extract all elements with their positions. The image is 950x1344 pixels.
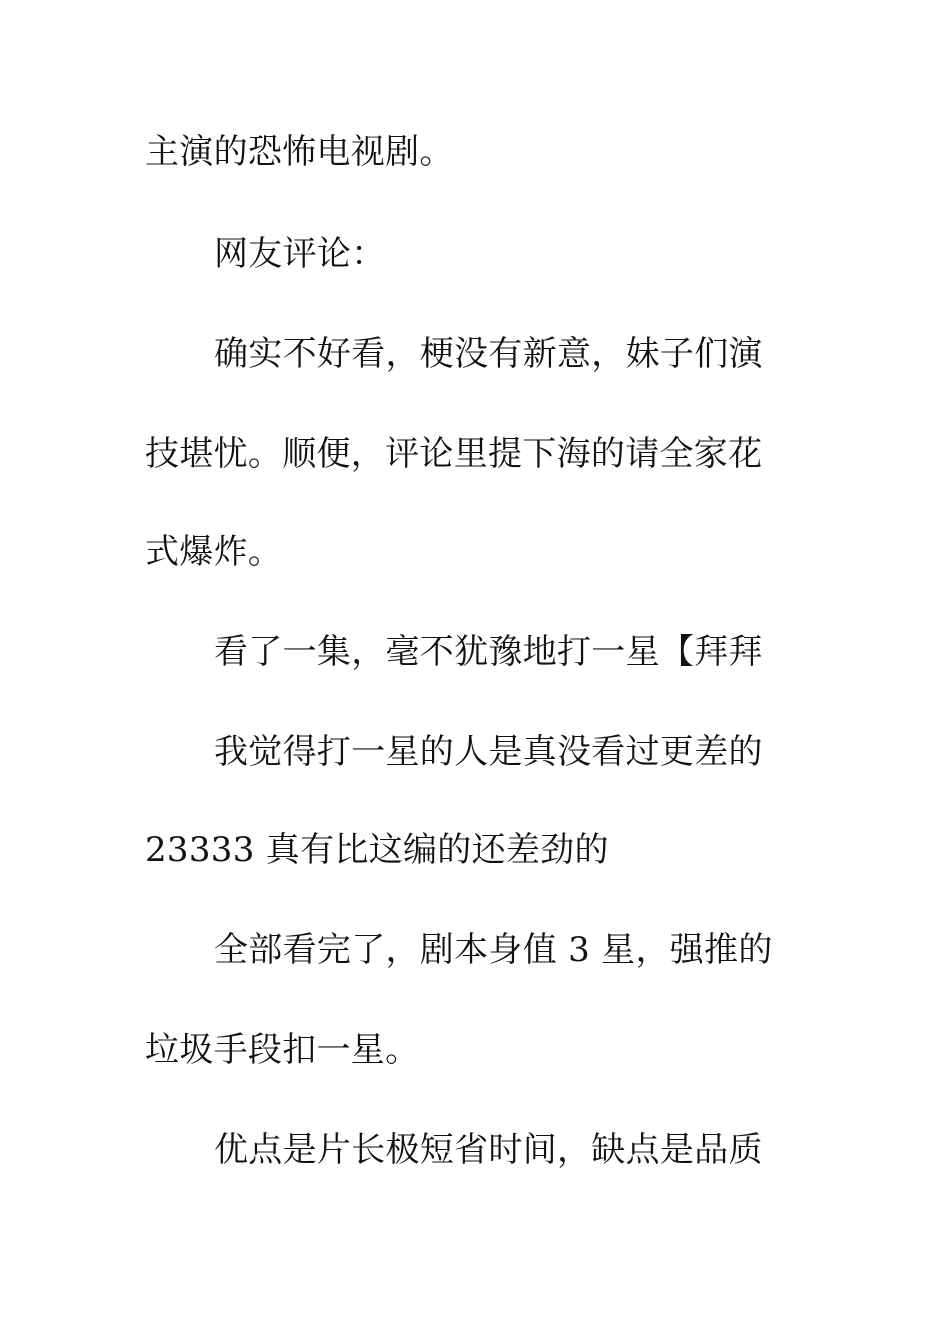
comments-heading: 网友评论： — [214, 234, 386, 274]
comment-paragraph-line: 技堪忧。顺便，评论里提下海的请全家花 — [145, 434, 763, 474]
comment-paragraph-line: 式爆炸。 — [145, 532, 283, 572]
comment-paragraph-line: 全部看完了，剧本身值 3 星，强推的 — [214, 930, 773, 970]
comment-paragraph-line: 优点是片长极短省时间，缺点是品质 — [214, 1130, 763, 1170]
text-line: 主演的恐怖电视剧。 — [145, 132, 454, 172]
comment-paragraph-line: 23333 真有比这编的还差劲的 — [145, 830, 609, 870]
comment-paragraph-line: 确实不好看，梗没有新意，妹子们演 — [214, 334, 763, 374]
comment-paragraph-line: 垃圾手段扣一星。 — [145, 1030, 420, 1070]
comment-paragraph-line: 我觉得打一星的人是真没看过更差的 — [214, 732, 763, 772]
comment-paragraph-line: 看了一集，毫不犹豫地打一星【拜拜 — [214, 632, 763, 672]
